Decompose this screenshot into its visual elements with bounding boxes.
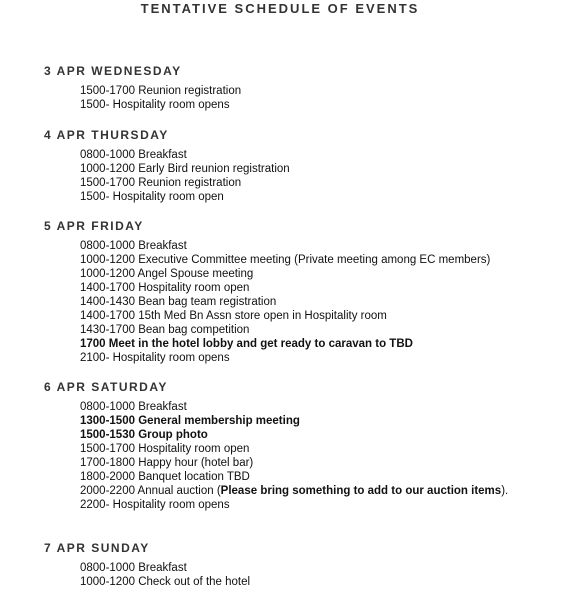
event-item: 1500-1700 Hospitality room open [80,443,250,455]
event-item: 1430-1700 Bean bag competition [80,324,250,336]
event-item: 1500-1700 Reunion registration [80,177,242,189]
day-heading: 5 APR FRIDAY [44,219,144,233]
event-item: 0800-1000 Breakfast [80,401,187,413]
auction-text: 2000-2200 Annual auction ( [80,485,221,497]
event-item-caravan: 1700 Meet in the hotel lobby and get ready to caravan to TBD [80,338,413,350]
event-item: 1400-1700 15th Med Bn Assn store open in Hospitality room [80,310,387,322]
event-list [80,239,550,365]
day-heading: 7 APR SUNDAY [44,541,150,555]
event-item: 0800-1000 Breakfast [80,240,187,252]
event-item-auction [80,484,550,498]
event-item: 1800-2000 Banquet location TBD [80,471,250,483]
event-list [80,561,550,589]
event-item-general-meeting: 1300-1500 General membership meeting [80,415,300,427]
auction-note: Please bring something to add to our auction items [220,485,502,497]
day-heading: 6 APR SATURDAY [44,380,168,394]
event-item: 1000-1200 Check out of the hotel [80,576,251,588]
event-item: 0800-1000 Breakfast [80,149,187,161]
event-item: 1000-1200 Angel Spouse meeting [80,268,254,280]
event-item: 0800-1000 Breakfast [80,562,187,574]
event-item: 1400-1430 Bean bag team registration [80,296,277,308]
event-item-group-photo: 1500-1530 Group photo [80,429,208,441]
event-item: 1500-1700 Reunion registration [80,85,242,97]
event-list [80,84,550,112]
event-list [80,148,550,204]
day-heading: 3 APR WEDNESDAY [44,64,182,78]
event-list [80,400,550,512]
event-item: 2200- Hospitality room opens [80,499,230,511]
page-title: TENTATIVE SCHEDULE OF EVENTS [140,1,420,16]
event-item: 2100- Hospitality room opens [80,352,230,364]
event-item: 1400-1700 Hospitality room open [80,282,250,294]
event-item: 1500- Hospitality room opens [80,99,230,111]
event-item: 1500- Hospitality room open [80,191,224,203]
event-item: 1000-1200 Executive Committee meeting (Private meeting among EC members) [80,254,491,266]
auction-text-end: ). [501,485,509,497]
day-heading: 4 APR THURSDAY [44,128,169,142]
event-item: 1000-1200 Early Bird reunion registration [80,163,290,175]
event-item: 1700-1800 Happy hour (hotel bar) [80,457,254,469]
